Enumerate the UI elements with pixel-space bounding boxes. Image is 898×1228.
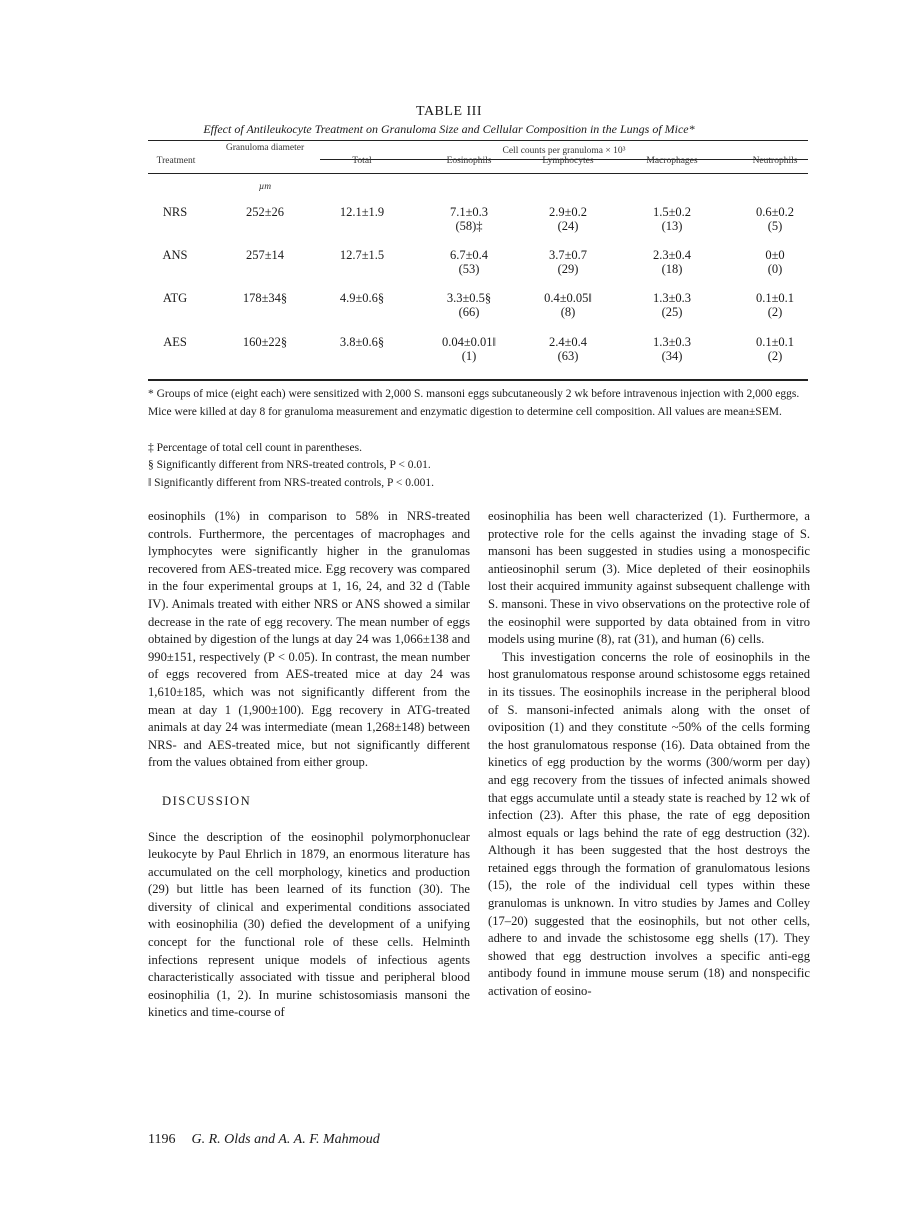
footnote: § Significantly different from NRS-treated controls, P < 0.01.	[148, 459, 431, 471]
results-paragraph: eosinophils (1%) in comparison to 58% in NRS-treated controls. Furthermore, the percentages of macrophages and lymphocytes were significantly higher in the granulomas recovered from AES-treated mice. Egg recovery was compared in the four experimental groups at 1, 16, 24, and 32 d (Table IV). Animals treated with either NRS or ANS showed a similar decrease in the rate of egg recovery. The mean number of eggs obtained by digestion of the lungs at day 24 was 1,066±138 and 990±151, respectively (P < 0.05). In contrast, the mean number of eggs recovered from AES-treated mice at day 24 was 1,610±185, which was not significantly different from the mean at day 1 (1,900±100). Egg recovery in ATG-treated animals at day 24 was intermediate (mean 1,268±148) between NRS- and AES-treated mice, but not significantly different from the values obtained from either group.	[148, 509, 470, 770]
footnote: ‡ Percentage of total cell count in parentheses.	[148, 442, 362, 454]
discussion-paragraph: This investigation concerns the role of eosinophils in the host granulomatous response around schistosome eggs retained in its tissues. The eosinophils increase in the peripheral blood of S. mansoni-infected animals along with the onset of oviposition (1) and they constitute ~50% of the cells forming the host granulomatous response (16). Data obtained from the kinetics of egg production by the worms (300/worm per day) and egg recovery from the tissues of infected animals showed that eggs accumulate until a steady state is reached by 12 wk of infection (23). After this phase, the rate of egg deposition almost equals or lags behind the rate of egg destruction (32). Although it has been suggested that the host destroys the retained eggs through the formation of granulomatous lesions (15), the role of the individual cell types within these granulomas is unknown. In vitro studies by James and Colley (17–20) suggested that the eosinophils, but not other cells, adhere to and invade the schistosome egg shells (17). They showed that egg destruction involves a specific anti-egg antibody found in immune mouse serum (18) and nonspecific activation of eosino-	[488, 649, 810, 999]
cell-value: 1.5±0.2	[652, 205, 692, 219]
cell-value: 3.7±0.7	[548, 248, 588, 262]
cell-value: 0.04±0.01ǁ	[441, 335, 497, 349]
cell-value: 1.3±0.3	[652, 335, 692, 349]
cell-value: 0.6±0.2	[755, 205, 795, 219]
left-column	[148, 508, 470, 1022]
cell-value: 2.4±0.4	[548, 335, 588, 349]
col-treatment: Treatment	[156, 156, 196, 166]
cell-mac	[617, 335, 727, 363]
cell-value: 2.3±0.4	[652, 248, 692, 262]
cell-percentage: (0)	[767, 262, 783, 276]
cell-mac	[617, 248, 727, 276]
cell-value: 257±14	[245, 248, 285, 262]
cell-value: 1.3±0.3	[652, 291, 692, 305]
cell-value: 12.7±1.5	[339, 248, 385, 262]
page-number: 1196	[148, 1132, 176, 1147]
cell-diameter	[210, 291, 320, 305]
cell-percentage: (58)‡	[455, 219, 483, 233]
cell-total	[307, 248, 417, 262]
cell-percentage: (24)	[557, 219, 579, 233]
cell-eos	[414, 248, 524, 276]
cell-percentage: (5)	[767, 219, 783, 233]
cell-lym	[513, 335, 623, 363]
col-lymphocytes: Lymphocytes	[542, 156, 594, 166]
cell-percentage: (34)	[661, 349, 683, 363]
cell-neu	[720, 205, 830, 233]
col-total: Total	[352, 156, 372, 166]
page-footer	[148, 1132, 380, 1148]
cell-percentage: (53)	[458, 262, 480, 276]
cell-total	[307, 335, 417, 349]
cell-value: 252±26	[245, 205, 285, 219]
cell-percentage: (18)	[661, 262, 683, 276]
cell-neu	[720, 291, 830, 319]
cell-value: NRS	[162, 205, 188, 219]
cell-percentage: (25)	[661, 305, 683, 319]
cell-percentage: (8)	[560, 305, 576, 319]
table-bottom-rule	[148, 379, 808, 381]
cell-total	[307, 291, 417, 305]
section-heading: DISCUSSION	[162, 793, 252, 808]
table-subtitle: Effect of Antileukocyte Treatment on Granuloma Size and Cellular Composition in the Lungs of Mice*	[203, 122, 695, 136]
cell-diameter	[210, 335, 320, 349]
discussion-paragraph: eosinophilia has been well characterized (1). Furthermore, a protective role for the cells against the invading stage of S. mansoni has been suggested in studies using a monospecific antieosinophil serum (3). Mice depleted of their eosinophils lost their acquired immunity against subsequent challenge with S. mansoni. These in vivo observations on the protective role of the eosinophil were supported by data obtained from in vitro models using murine (8), rat (31), and human (6) cells.	[488, 509, 810, 647]
cell-value: 3.3±0.5§	[446, 291, 492, 305]
cell-value: 160±22§	[242, 335, 288, 349]
table-top-rule	[148, 140, 808, 141]
cell-value: 178±34§	[242, 291, 288, 305]
cell-percentage: (2)	[767, 349, 783, 363]
cell-value: ANS	[162, 248, 188, 262]
cell-diameter	[210, 205, 320, 219]
cell-percentage: (1)	[461, 349, 477, 363]
cell-neu	[720, 335, 830, 363]
cell-mac	[617, 291, 727, 319]
group-header: Cell counts per granuloma × 10³	[502, 146, 626, 156]
cell-value: 7.1±0.3	[449, 205, 489, 219]
col-neutrophils: Neutrophils	[752, 156, 798, 166]
cell-eos	[414, 335, 524, 363]
discussion-paragraph: Since the description of the eosinophil polymorphonuclear leukocyte by Paul Ehrlich in 1879, an enormous literature has accumulated on the cell morphology, kinetics and production (29) but little has been learned of its function (30). The diversity of clinical and experimental conditions associated with eosinophilia (30) defied the development of a unifying concept for the functional role of these cells. Helminth infections represent unique models of infectious agents characteristically associated with tissue and peripheral blood eosinophilia (1, 2). In murine schistosomiasis mansoni the kinetics and time-course of	[148, 829, 470, 1020]
cell-percentage: (13)	[661, 219, 683, 233]
footnote: * Groups of mice (eight each) were sensitized with 2,000 S. mansoni eggs subcutaneously 2 wk before intravenous injection with 2,000 eggs. Mice were killed at day 8 for granuloma measurement and enzymatic digestion to determine cell composition. All values are mean±SEM.	[148, 388, 800, 418]
cell-lym	[513, 248, 623, 276]
cell-percentage: (66)	[458, 305, 480, 319]
cell-eos	[414, 291, 524, 319]
cell-diameter	[210, 248, 320, 262]
cell-value: 6.7±0.4	[449, 248, 489, 262]
cell-percentage: (2)	[767, 305, 783, 319]
cell-value: AES	[163, 335, 187, 349]
table-title: TABLE III	[416, 104, 482, 119]
cell-value: 0.1±0.1	[755, 291, 795, 305]
header-rule	[148, 173, 808, 174]
cell-eos	[414, 205, 524, 233]
cell-value: 0.1±0.1	[755, 335, 795, 349]
cell-value: 2.9±0.2	[548, 205, 588, 219]
cell-value: 0.4±0.05ǁ	[544, 291, 592, 305]
cell-value: 12.1±1.9	[339, 205, 385, 219]
cell-percentage: (29)	[557, 262, 579, 276]
footnote: ǁ Significantly different from NRS-treated controls, P < 0.001.	[148, 477, 434, 489]
cell-mac	[617, 205, 727, 233]
unit-label: µm	[258, 182, 272, 192]
cell-lym	[513, 291, 623, 319]
cell-total	[307, 205, 417, 219]
cell-percentage: (63)	[557, 349, 579, 363]
cell-lym	[513, 205, 623, 233]
col-diameter: Granuloma diameter	[225, 143, 305, 153]
col-eosinophils: Eosinophils	[446, 156, 492, 166]
cell-neu	[720, 248, 830, 276]
cell-value: 4.9±0.6§	[339, 291, 385, 305]
col-macrophages: Macrophages	[646, 156, 698, 166]
right-column	[488, 508, 810, 1001]
cell-value: ATG	[162, 291, 188, 305]
cell-value: 3.8±0.6§	[339, 335, 385, 349]
cell-value: 0±0	[765, 248, 785, 262]
running-authors: G. R. Olds and A. A. F. Mahmoud	[191, 1132, 380, 1147]
